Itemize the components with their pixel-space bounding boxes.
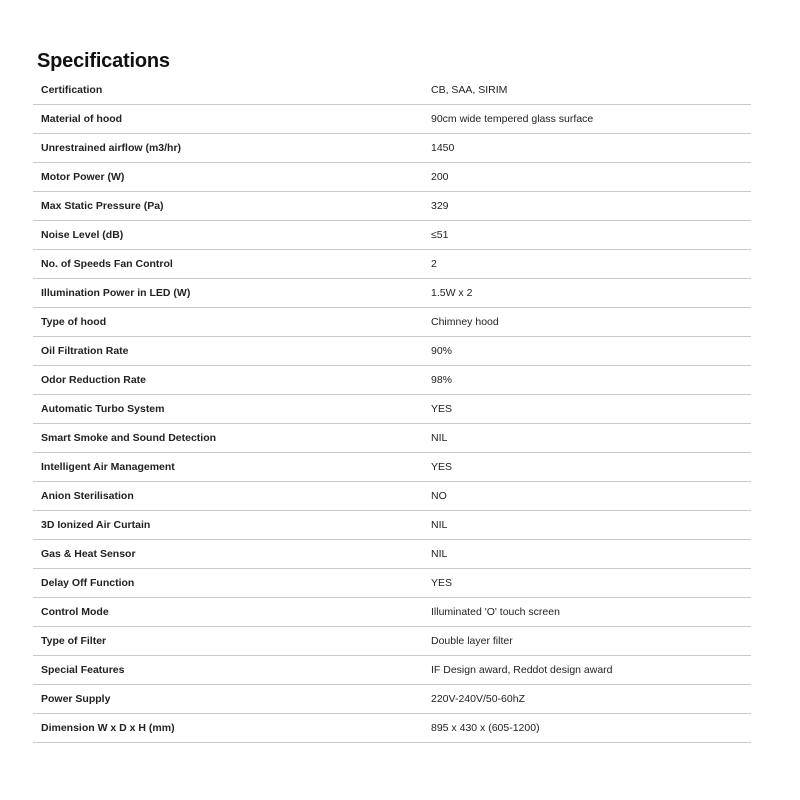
spec-value: 895 x 430 x (605-1200) [431, 722, 540, 734]
spec-row [33, 250, 751, 279]
spec-row [33, 482, 751, 511]
spec-label: Max Static Pressure (Pa) [41, 200, 164, 212]
spec-row [33, 279, 751, 308]
spec-row [33, 656, 751, 685]
spec-label: Type of Filter [41, 635, 107, 647]
spec-row [33, 221, 751, 250]
spec-value: 2 [431, 258, 437, 270]
spec-value: 1450 [431, 142, 455, 154]
spec-label: Material of hood [41, 113, 123, 125]
spec-label: 3D Ionized Air Curtain [41, 519, 151, 531]
spec-label: Certification [41, 84, 103, 96]
spec-value: 1.5W x 2 [431, 287, 473, 299]
spec-row [33, 685, 751, 714]
spec-row [33, 424, 751, 453]
spec-label: Oil Filtration Rate [41, 345, 129, 357]
spec-value: CB, SAA, SIRIM [431, 84, 508, 96]
spec-value: 200 [431, 171, 449, 183]
spec-label: Gas & Heat Sensor [41, 548, 136, 560]
spec-value: 90% [431, 345, 453, 357]
spec-value: Chimney hood [431, 316, 499, 328]
spec-label: Noise Level (dB) [41, 229, 124, 241]
spec-row [33, 76, 751, 105]
spec-row [33, 134, 751, 163]
spec-label: Motor Power (W) [41, 171, 125, 183]
spec-row [33, 627, 751, 656]
spec-row [33, 337, 751, 366]
spec-label: Dimension W x D x H (mm) [41, 722, 175, 734]
spec-label: Special Features [41, 664, 125, 676]
spec-label: Unrestrained airflow (m3/hr) [41, 142, 182, 154]
spec-value: 329 [431, 200, 449, 212]
spec-label: Control Mode [41, 606, 109, 618]
spec-label: Anion Sterilisation [41, 490, 134, 502]
spec-row [33, 714, 751, 743]
spec-row [33, 511, 751, 540]
spec-value: YES [431, 461, 453, 473]
spec-value: NIL [431, 548, 448, 560]
spec-value: 98% [431, 374, 453, 386]
spec-label: Power Supply [41, 693, 111, 705]
spec-value: NO [431, 490, 447, 502]
spec-value: Illuminated 'O' touch screen [431, 606, 560, 618]
spec-row [33, 569, 751, 598]
spec-row [33, 163, 751, 192]
spec-label: Delay Off Function [41, 577, 135, 589]
spec-value: NIL [431, 519, 448, 531]
spec-value: NIL [431, 432, 448, 444]
spec-label: Illumination Power in LED (W) [41, 287, 191, 299]
spec-table [33, 76, 751, 743]
spec-row [33, 366, 751, 395]
spec-value: YES [431, 403, 453, 415]
spec-value: ≤51 [431, 229, 449, 241]
spec-value: Double layer filter [431, 635, 513, 647]
spec-label: No. of Speeds Fan Control [41, 258, 173, 270]
spec-row [33, 308, 751, 337]
spec-label: Automatic Turbo System [41, 403, 165, 415]
spec-row [33, 540, 751, 569]
spec-value: 220V-240V/50-60hZ [431, 693, 525, 705]
spec-row [33, 453, 751, 482]
page-title: Specifications [37, 50, 170, 72]
spec-row [33, 192, 751, 221]
spec-label: Odor Reduction Rate [41, 374, 147, 386]
spec-label: Smart Smoke and Sound Detection [41, 432, 217, 444]
spec-row [33, 598, 751, 627]
spec-value: IF Design award, Reddot design award [431, 664, 613, 676]
spec-value: YES [431, 577, 453, 589]
spec-row [33, 395, 751, 424]
spec-row [33, 105, 751, 134]
spec-label: Type of hood [41, 316, 107, 328]
spec-label: Intelligent Air Management [41, 461, 175, 473]
spec-value: 90cm wide tempered glass surface [431, 113, 594, 125]
